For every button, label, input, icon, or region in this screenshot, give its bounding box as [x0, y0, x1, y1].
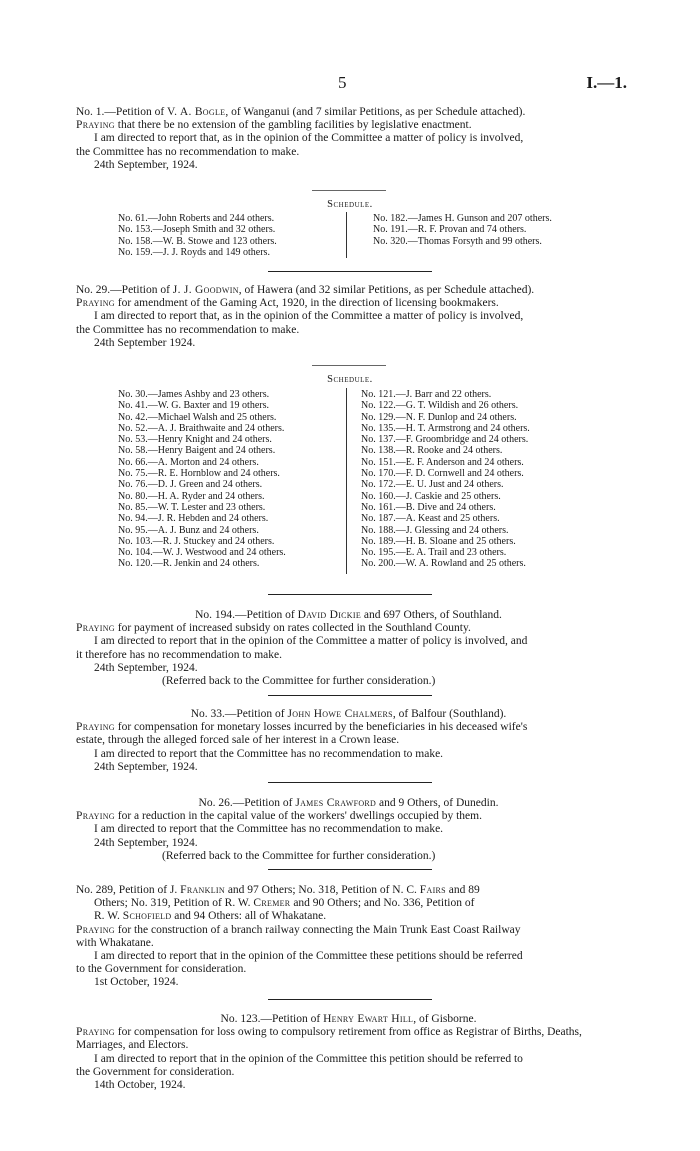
petition-heading: No. 194.—Petition of David Dickie and 697 Others, of Southland. [195, 609, 502, 621]
report-date: 14th October, 1924. [94, 1079, 186, 1092]
schedule-entry: No. 129.—N. F. Dunlop and 24 others. [361, 411, 517, 423]
schedule-entry: No. 42.—Michael Walsh and 25 others. [118, 411, 277, 423]
schedule-title: Schedule. [327, 374, 373, 385]
schedule-entry: No. 161.—B. Dive and 24 others. [361, 501, 496, 513]
schedule-entry: No. 53.—Henry Knight and 24 others. [118, 434, 272, 446]
schedule-entry: No. 158.—W. B. Stowe and 123 others. [118, 235, 277, 247]
schedule-entry: No. 52.—A. J. Braithwaite and 24 others. [118, 422, 285, 434]
praying-text: Praying for the construction of a branch railway connecting the Main Trunk East Coast Railway [76, 923, 521, 936]
petitioner-name: V. A. Bogle [167, 106, 226, 118]
petition-heading: No. 29.—Petition of J. J. Goodwin, of Hawera (and 32 similar Petitions, as per Schedule attached). [76, 284, 535, 296]
report-text-cont: to the Government for consideration. [76, 963, 247, 976]
petition-heading: No. 123.—Petition of Henry Ewart Hill, of Gisborne. [220, 1013, 477, 1025]
schedule-entry: No. 80.—H. A. Ryder and 24 others. [118, 490, 265, 502]
schedule-entry: No. 191.—R. F. Provan and 74 others. [373, 224, 527, 236]
schedule-entry: No. 121.—J. Barr and 22 others. [361, 389, 492, 400]
petitioner-name: J. J. Goodwin [172, 284, 239, 296]
petition-heading-line-3: R. W. Schofield and 94 Others: all of Whakatane. [94, 910, 327, 923]
petition-heading: No. 33.—Petition of John Howe Chalmers, of Balfour (Southland). [190, 708, 507, 720]
petition-heading-line-2: Others; No. 319, Petition of R. W. Cremer and 90 Others; and No. 336, Petition of [94, 897, 475, 910]
schedule-entry: No. 103.—R. J. Stuckey and 24 others. [118, 535, 275, 547]
schedule-entry: No. 120.—R. Jenkin and 24 others. [118, 558, 260, 570]
report-text: I am directed to report that in the opinion of the Committee this petition should be referred to [94, 1052, 523, 1065]
page-header [0, 73, 700, 96]
report-date: 24th September, 1924. [94, 661, 198, 674]
schedule-entry: No. 41.—W. G. Baxter and 19 others. [118, 400, 269, 412]
petition-no-26 [76, 797, 621, 863]
schedule-entry: No. 30.—James Ashby and 23 others. [118, 389, 270, 400]
report-text-cont: the Government for consideration. [76, 1065, 235, 1078]
schedule-divider [346, 388, 347, 574]
schedule-left-column [118, 389, 286, 570]
schedule-entry: No. 66.—A. Morton and 24 others. [118, 456, 259, 468]
schedule-entry: No. 151.—E. F. Anderson and 24 others. [361, 456, 524, 468]
schedule-entry: No. 200.—W. A. Rowland and 25 others. [361, 558, 526, 570]
praying-text: Praying for a reduction in the capital value of the workers' dwellings occupied by them. [76, 810, 482, 823]
petition-no-29 [76, 284, 621, 350]
schedule-entry: No. 94.—J. R. Hebden and 24 others. [118, 513, 269, 525]
report-text-cont: the Committee has no recommendation to make. [76, 145, 300, 158]
schedule-entry: No. 159.—J. J. Royds and 149 others. [118, 246, 270, 258]
praying-text: Praying for compensation for monetary losses incurred by the beneficiaries in his deceased wife's [76, 721, 528, 734]
schedule-entry: No. 187.—A. Keast and 25 others. [361, 513, 500, 525]
report-text-cont: it therefore has no recommendation to make. [76, 648, 282, 661]
report-date: 24th September, 1924. [94, 836, 198, 849]
schedule-entry: No. 104.—W. J. Westwood and 24 others. [118, 547, 286, 559]
petitioner-name: Henry Ewart Hill [323, 1013, 414, 1025]
petition-no-1 [76, 106, 621, 172]
schedule-entry: No. 138.—R. Rooke and 24 others. [361, 445, 503, 457]
petitioner-name: James Crawford [295, 797, 377, 809]
schedule-entry: No. 172.—E. U. Just and 24 others. [361, 479, 504, 491]
section-divider [268, 271, 432, 272]
report-date: 1st October, 1924. [94, 976, 179, 989]
divider [312, 190, 386, 191]
section-divider [268, 695, 432, 696]
referral-note: (Referred back to the Committee for further consideration.) [162, 849, 436, 862]
petitioner-name: John Howe Chalmers [287, 708, 393, 720]
schedule-entry: No. 170.—F. D. Cornwell and 24 others. [361, 468, 524, 480]
schedule-right-column [361, 389, 530, 570]
praying-text: Praying for compensation for loss owing to compulsory retirement from office as Registrar of Births, Deaths, [76, 1026, 582, 1039]
schedule-entry: No. 160.—J. Caskie and 25 others. [361, 490, 501, 502]
report-date: 24th September 1924. [94, 336, 196, 349]
schedule-entry: No. 195.—E. A. Trail and 23 others. [361, 547, 507, 559]
schedule-entry: No. 95.—A. J. Bunz and 24 others. [118, 524, 259, 536]
report-date: 24th September, 1924. [94, 158, 198, 171]
schedule-entry: No. 75.—R. E. Hornblow and 24 others. [118, 468, 280, 480]
schedule-entry: No. 182.—James H. Gunson and 207 others. [373, 213, 552, 224]
report-text: I am directed to report that the Committee has no recommendation to make. [94, 823, 444, 836]
praying-text: Praying for payment of increased subsidy on rates collected in the Southland County. [76, 622, 471, 635]
section-divider [268, 782, 432, 783]
petitions-no-289-318-319-336 [76, 884, 621, 990]
petition-heading: No. 1.—Petition of V. A. Bogle, of Wanganui (and 7 similar Petitions, as per Schedule attached). [76, 106, 526, 118]
praying-text: Praying for amendment of the Gaming Act, 1920, in the direction of licensing bookmakers. [76, 297, 499, 310]
praying-text: Praying that there be no extension of the gambling facilities by legislative enactment. [76, 119, 472, 132]
report-text: I am directed to report that in the opinion of the Committee a matter of policy is involved, and [94, 635, 528, 648]
petition-no-123 [76, 1013, 621, 1092]
report-text: I am directed to report that, as in the opinion of the Committee a matter of policy is involved, [94, 132, 524, 145]
petition-heading-line-1: No. 289, Petition of J. Franklin and 97 Others; No. 318, Petition of N. C. Fairs and 89 [76, 884, 480, 896]
schedule-entry: No. 122.—G. T. Wildish and 26 others. [361, 400, 519, 412]
page-number: 5 [338, 73, 347, 92]
schedule-entry: No. 188.—J. Glessing and 24 others. [361, 524, 509, 536]
petition-no-33 [76, 708, 621, 774]
report-text-cont: the Committee has no recommendation to make. [76, 323, 300, 336]
divider [312, 365, 386, 366]
report-text: I am directed to report that in the opinion of the Committee these petitions should be referred [94, 950, 523, 963]
praying-text-cont: Marriages, and Electors. [76, 1039, 189, 1052]
schedule-title: Schedule. [327, 199, 373, 210]
report-text: I am directed to report that the Committee has no recommendation to make. [94, 747, 444, 760]
section-divider [268, 999, 432, 1000]
schedule-entry: No. 76.—D. J. Green and 24 others. [118, 479, 263, 491]
section-divider [268, 594, 432, 595]
schedule-entry: No. 135.—H. T. Armstrong and 24 others. [361, 422, 530, 434]
petition-heading: No. 26.—Petition of James Crawford and 9 Others, of Dunedin. [198, 797, 499, 809]
schedule-entry: No. 58.—Henry Baigent and 24 others. [118, 445, 276, 457]
schedule-entry: No. 61.—John Roberts and 244 others. [118, 213, 275, 224]
petitioner-name: David Dickie [297, 609, 362, 621]
petition-no-194 [76, 609, 621, 688]
schedule-entry: No. 320.—Thomas Forsyth and 99 others. [373, 235, 542, 247]
schedule-right-column [373, 213, 552, 247]
document-reference: I.—1. [586, 73, 627, 92]
schedule-entry: No. 153.—Joseph Smith and 32 others. [118, 224, 276, 236]
section-divider [268, 869, 432, 870]
schedule-entry: No. 85.—W. T. Lester and 23 others. [118, 501, 266, 513]
report-text: I am directed to report that, as in the opinion of the Committee a matter of policy is involved, [94, 310, 524, 323]
schedule-left-column [118, 213, 277, 258]
schedule-divider [346, 212, 347, 258]
schedule-entry: No. 189.—H. B. Sloane and 25 others. [361, 535, 516, 547]
praying-text-cont: estate, through the alleged forced sale of her interest in a Crown lease. [76, 734, 400, 747]
report-date: 24th September, 1924. [94, 760, 198, 773]
praying-text-cont: with Whakatane. [76, 936, 154, 949]
schedule-entry: No. 137.—F. Groombridge and 24 others. [361, 434, 529, 446]
referral-note: (Referred back to the Committee for further consideration.) [162, 675, 436, 688]
